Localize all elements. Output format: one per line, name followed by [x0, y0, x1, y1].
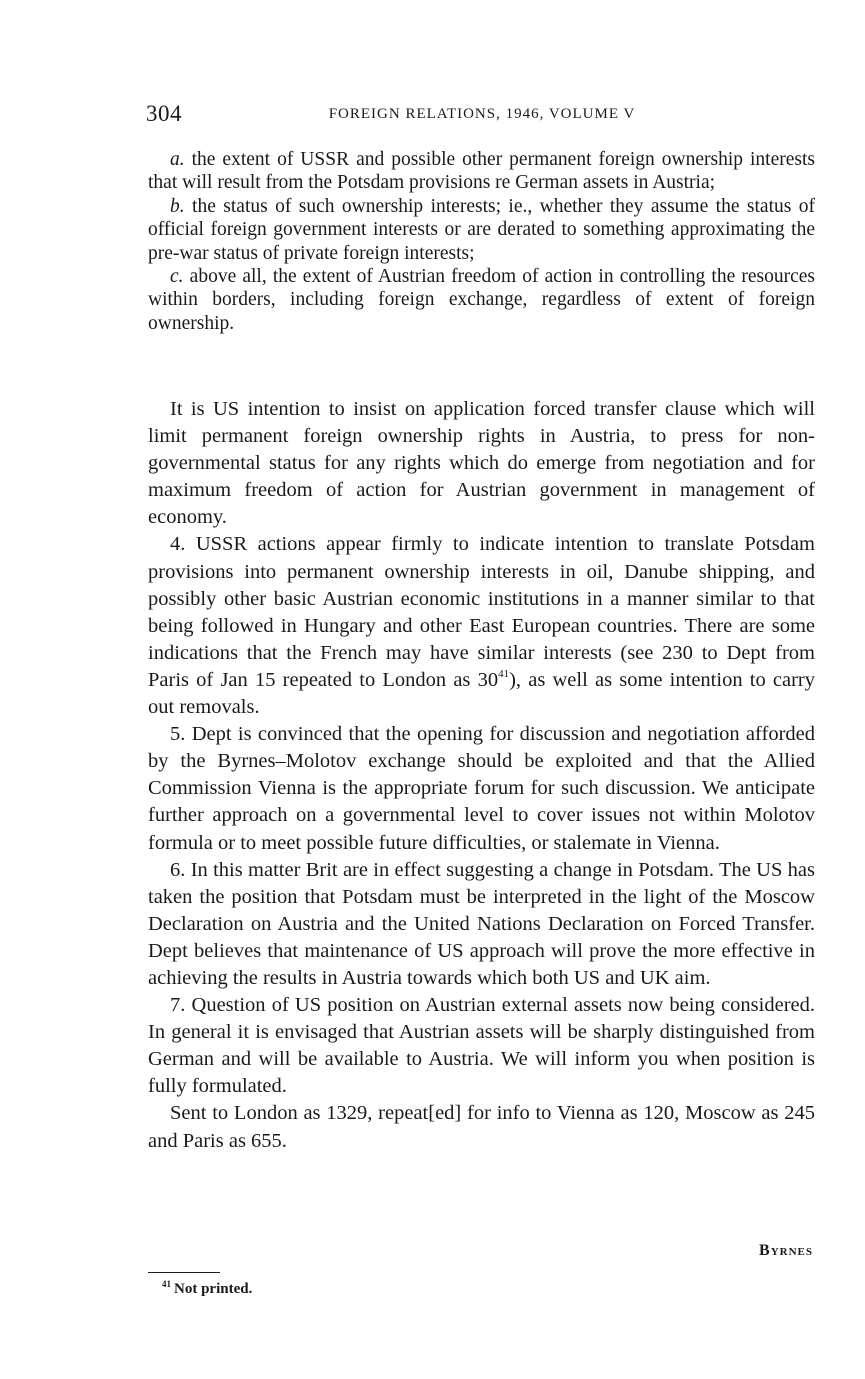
lettered-list — [148, 148, 815, 335]
signature: Byrnes — [759, 1242, 813, 1259]
list-marker: c. — [170, 266, 184, 288]
paragraph-5: 5. Dept is convinced that the opening for discussion and negotiation afforded by the Byrnes–Molotov exchange should be exploited and that the Allied Commission Vienna is the appropriate forum for such discussion. We anticipate further approach on a governmental level to cover issues not within Molotov formula or to meet possible future difficulties, or stalemate in Vienna. — [148, 723, 815, 854]
list-item — [148, 265, 815, 335]
paragraph-4-text: 4. USSR actions appear firmly to indicate intention to translate Potsdam provisions into permanent ownership interests in oil, Danube shipping, and possibly other basic Austrian economic institutions in a manner similar to that being followed in Hungary and other East European countries. There are some indications that the French may have similar interests (see 230 to Dept from Paris of Jan 15 repeated to London as 30 — [148, 533, 815, 691]
footnote — [162, 1281, 252, 1298]
footnote-divider — [148, 1272, 220, 1273]
running-title: FOREIGN RELATIONS, 1946, VOLUME V — [328, 106, 636, 122]
list-marker: b. — [170, 195, 185, 217]
main-text — [148, 396, 815, 1155]
list-item — [148, 148, 815, 195]
list-item-text: the extent of USSR and possible other permanent foreign ownership interests that will result from the Potsdam provisions re German assets in Austria; — [148, 149, 815, 194]
paragraph-intention: It is US intention to insist on application forced transfer clause which will limit permanent foreign ownership rights in Austria, to press for non-governmental status for any rights which do emerge from negotiation and for maximum freedom of action for Austrian government in management of economy. — [148, 398, 815, 529]
sent-to-paragraph: Sent to London as 1329, repeat[ed] for info to Vienna as 120, Moscow as 245 and Paris as 655. — [148, 1102, 815, 1152]
footnote-reference[interactable]: 41 — [498, 667, 510, 680]
page-header — [146, 101, 818, 131]
footnote-marker: 41 — [162, 1279, 171, 1289]
paragraph-7: 7. Question of US position on Austrian external assets now being considered. In general it is envisaged that Austrian assets will be sharply distinguished from German and will be available to Austria. We will inform you when position is fully formulated. — [148, 994, 815, 1098]
footnote-text: Not printed. — [174, 1281, 253, 1297]
list-item-text: above all, the extent of Austrian freedom of action in controlling the resources within borders, including foreign exchange, regardless of extent of foreign ownership. — [148, 266, 815, 334]
list-item-text: the status of such ownership interests; ie., whether they assume the status of official foreign government interests or are derated to something approximating the pre-war status of private foreign interests; — [148, 195, 815, 264]
page-number: 304 — [146, 101, 182, 126]
paragraph-4-text-end: ), as well as some intention to carry out removals. — [148, 668, 815, 719]
list-marker: a. — [170, 149, 185, 170]
list-item — [148, 195, 815, 265]
paragraph-4 — [148, 531, 815, 721]
paragraph-6: 6. In this matter Brit are in effect suggesting a change in Potsdam. The US has taken the position that Potsdam must be interpreted in the light of the Moscow Declaration on Austria and the United Nations Declaration on Forced Transfer. Dept believes that maintenance of US approach will prove the more effective in achieving the results in Austria towards which both US and UK aim. — [148, 858, 815, 989]
